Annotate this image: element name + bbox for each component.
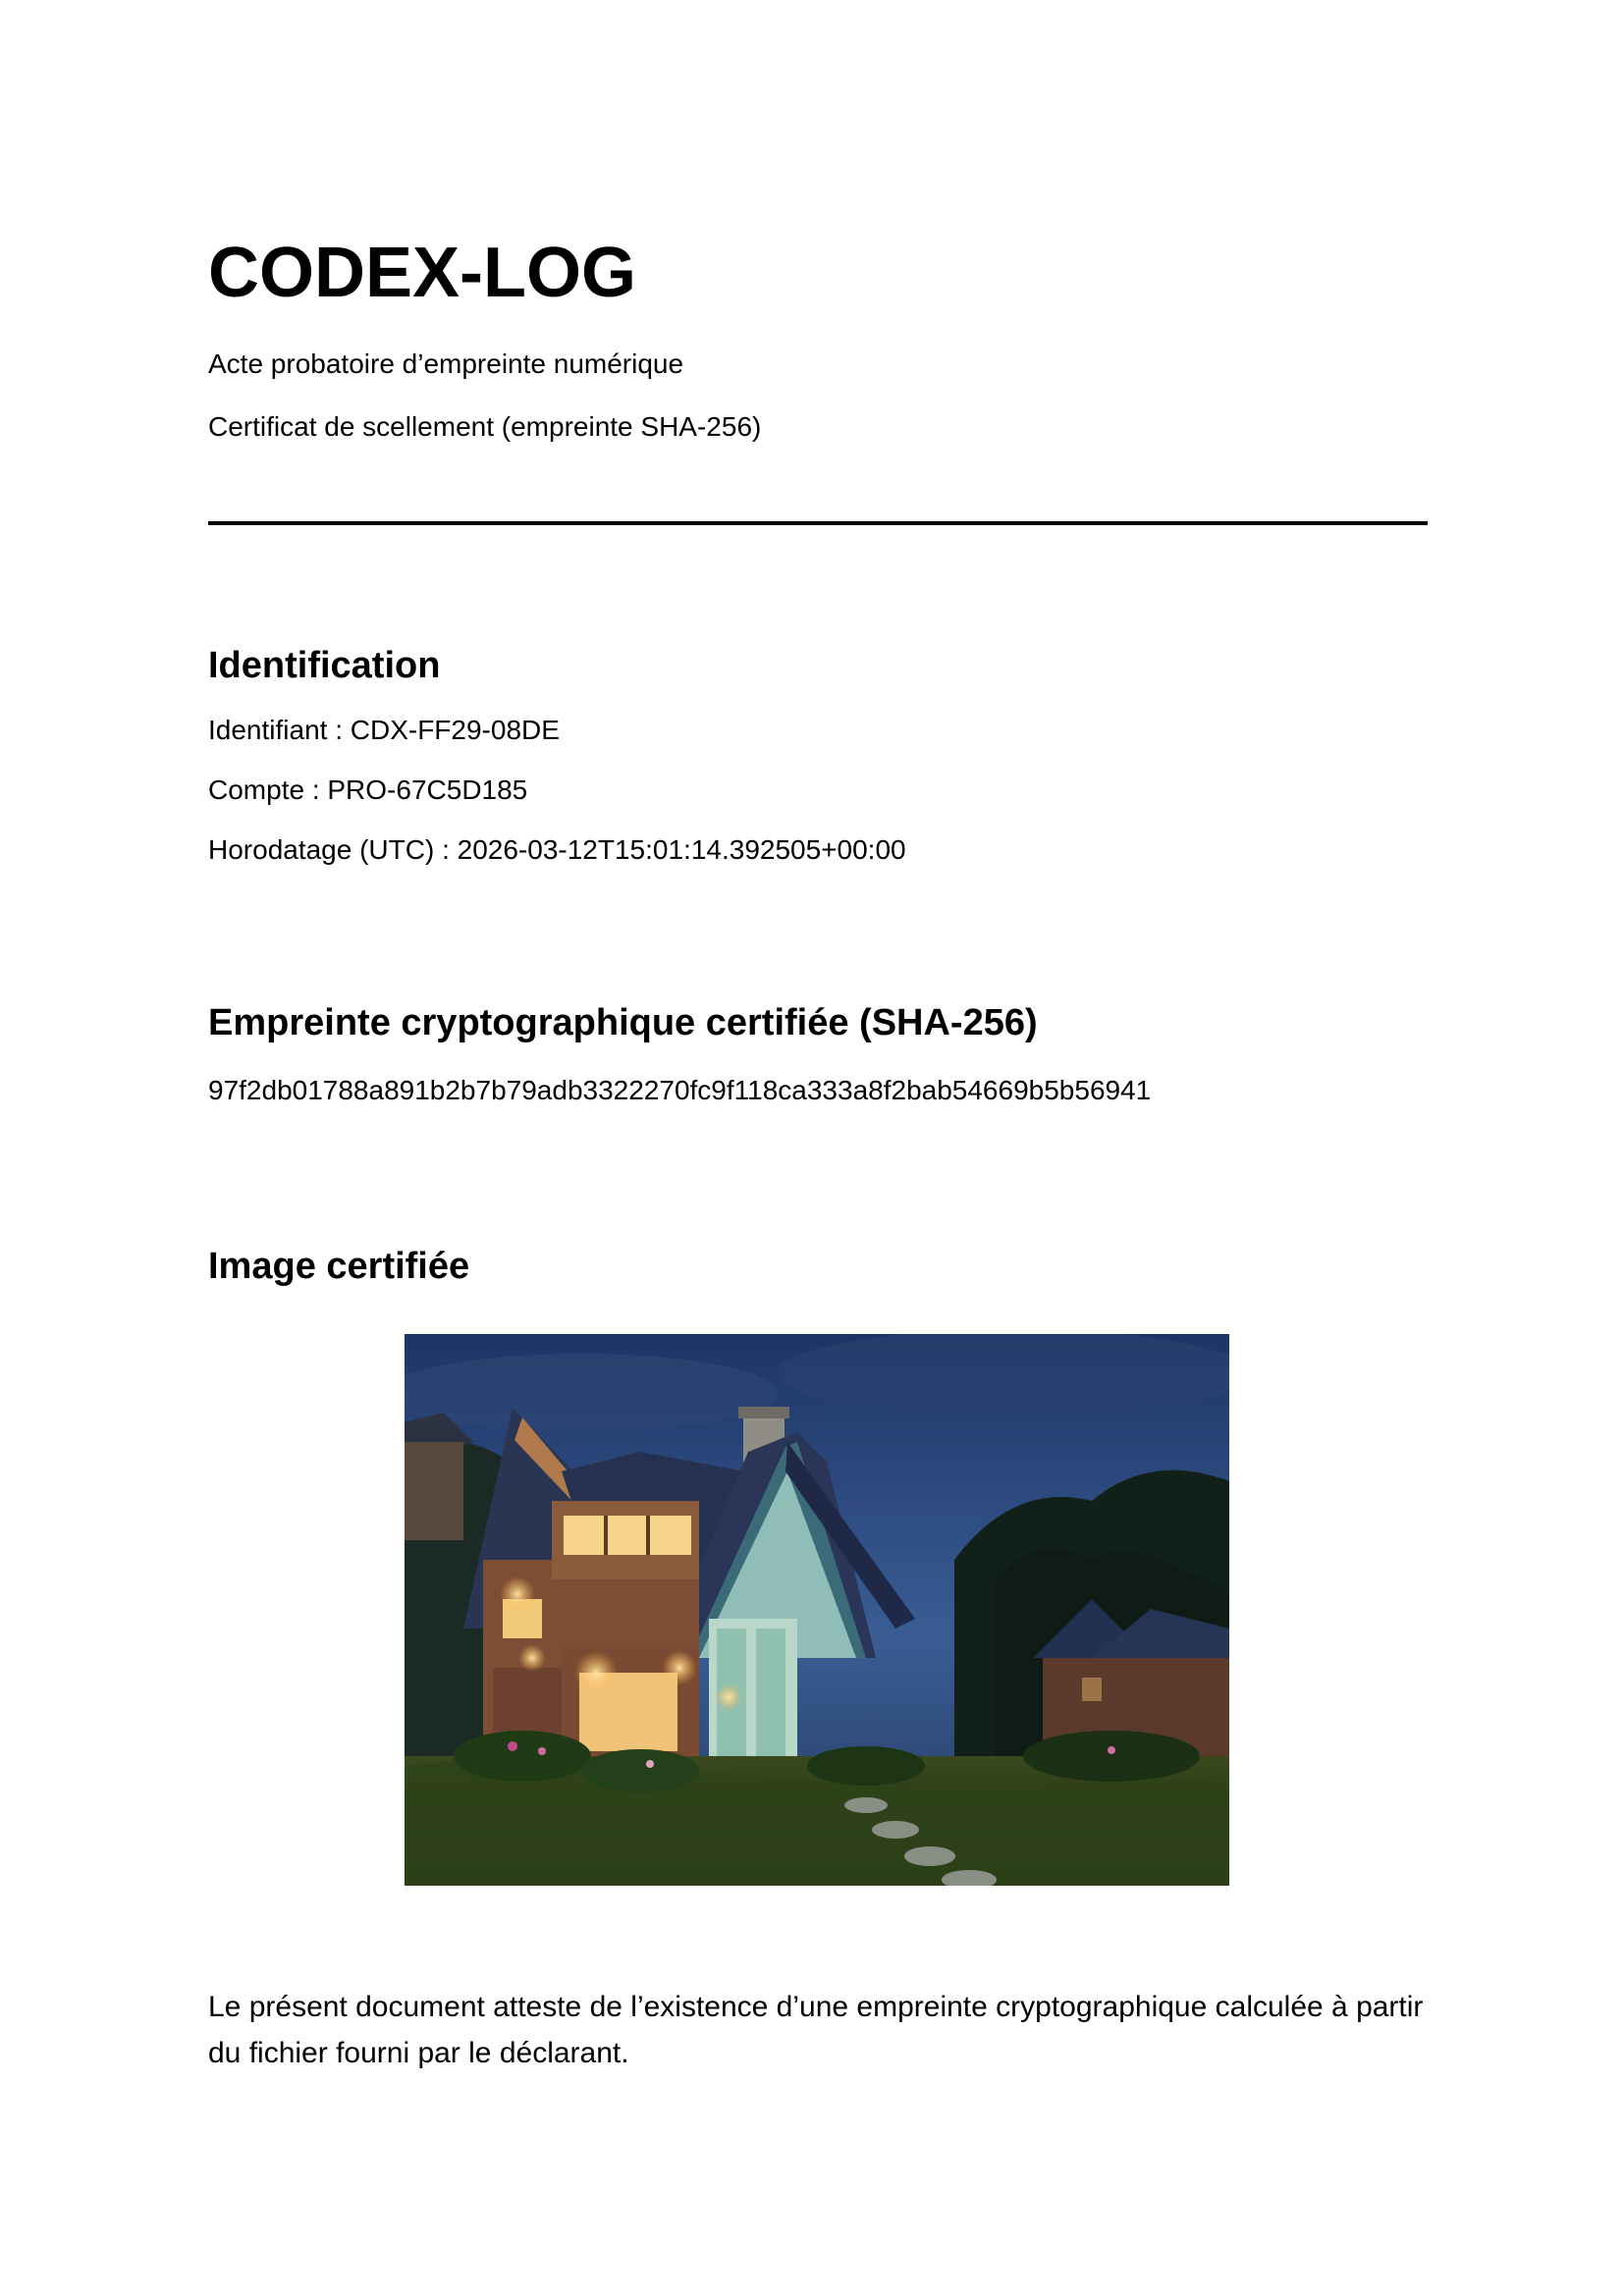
certified-house-photo xyxy=(405,1334,1229,1886)
sha256-hash-value: 97f2db01788a891b2b7b79adb3322270fc9f118ca333a8f2bab54669b5b56941 xyxy=(208,1075,1152,1105)
document-subtitle: Acte probatoire d’empreinte numérique xyxy=(208,348,684,379)
hash-heading: Empreinte cryptographique certifiée (SHA-256) xyxy=(208,1002,1038,1043)
compte-field: Compte : PRO-67C5D185 xyxy=(208,774,528,805)
horodatage-field: Horodatage (UTC) : 2026-03-12T15:01:14.392505+00:00 xyxy=(208,834,906,865)
attestation-statement: Le présent document atteste de l’existence d’une empreinte cryptographique calculée à partir du fichier fourni par le déclarant. xyxy=(208,1991,1424,2069)
document-title: CODEX-LOG xyxy=(208,234,637,312)
identification-heading: Identification xyxy=(208,645,441,686)
certificate-type: Certificat de scellement (empreinte SHA-256) xyxy=(208,411,762,442)
identifiant-field: Identifiant : CDX-FF29-08DE xyxy=(208,715,560,745)
header-divider xyxy=(208,521,1428,525)
image-heading: Image certifiée xyxy=(208,1246,470,1287)
